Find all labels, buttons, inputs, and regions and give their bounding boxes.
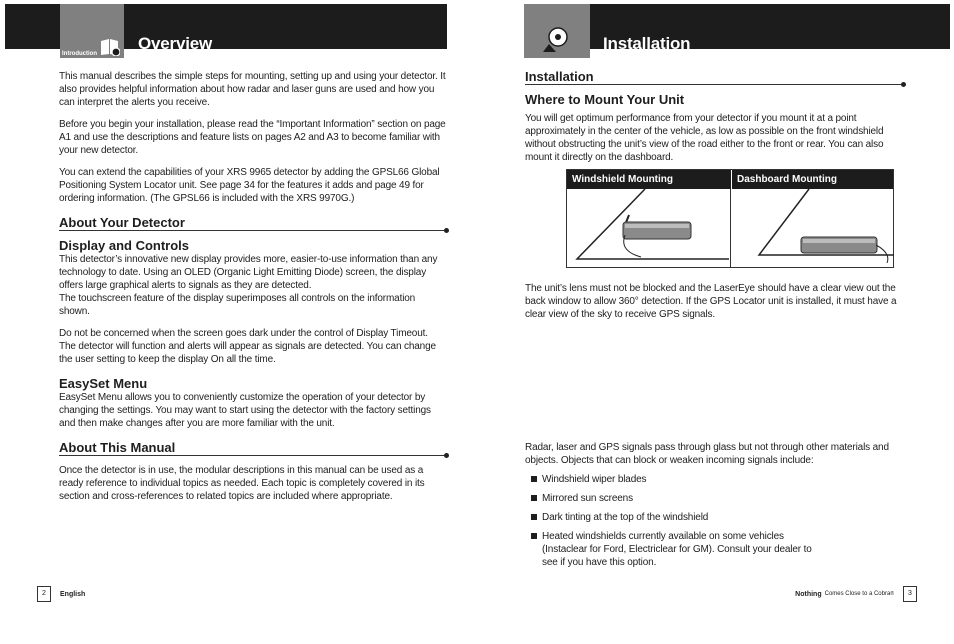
page-number: 3 [903,586,917,602]
section-heading-installation: Installation [525,70,904,85]
easyset-paragraph: EasySet Menu allows you to conveniently customize the operation of your detector by changing the settings. You may want to start using the detector with the factory settings and then make changes after you are more familiar with the unit. [59,392,431,429]
mount-suction-icon [540,24,572,56]
list-item: Windshield wiper blades [525,473,915,486]
mounting-table-header [567,170,893,189]
about-manual-paragraph: Once the detector is in use, the modular descriptions in this manual can be used as a ready reference to individual topics as needed. Each topic is completely covered in its section and cross-references to related topics are included where appropriate. [59,465,425,502]
book-icon [100,38,120,56]
section-heading-about-detector: About Your Detector [59,216,447,231]
mounting-table [566,169,894,268]
footer-slogan: Comes Close to a Cobra [824,591,891,597]
windshield-mount-illustration [567,189,731,267]
subheading-display-controls: Display and Controls [59,238,190,253]
display-paragraph: This detector’s innovative new display provides more, easier-to-use information than any technology to date. Using an OLED (Organic Light Emitting Diode) screen, the display offers large graphical alerts to signals as they are detected. [59,254,438,291]
lens-paragraph: The unit’s lens must not be blocked and the LaserEye should have a clear view out the back window to allow 360° detection. If the GPS Locator unit is installed, it must have a clear view of the sky to receive GPS signals. [525,283,897,320]
intro-paragraph: You can extend the capabilities of your XRS 9965 detector by adding the GPSL66 Global Positioning System Locator unit. See page 34 for the features it adds and page 49 for ordering information. (The GPSL66 is included with the XRS 9970G.) [59,167,440,204]
dashboard-mounting-label: Dashboard Mounting [737,174,837,185]
list-item: Mirrored sun screens [525,492,915,505]
where-paragraph: You will get optimum performance from your detector if you mount it at a point approximately in the center of the vehicle, as low as possible on the front windshield without obstructing the unit’s view of the road either to the front or rear. You can also mount it directly on the dashboard. [525,113,884,163]
introduction-tab [60,4,124,58]
dashboard-mount-illustration [731,189,894,267]
footer-slogan-bold: Nothing [795,590,822,598]
section-heading-about-manual: About This Manual [59,441,447,456]
left-footer [37,586,85,602]
page-title-installation: Installation [603,34,691,53]
trademark-symbol: ® [890,591,894,597]
display-timeout-paragraph: Do not be concerned when the screen goes dark under the control of Display Timeout. The detector will function and alerts will appear as signals are detected. You can change the user setting to keep the display On all the time. [59,328,436,365]
tab-label: Introduction [62,51,97,57]
subheading-easyset: EasySet Menu [59,376,148,391]
footer-language: English [60,590,86,598]
left-column [59,70,447,512]
windshield-mounting-label: Windshield Mounting [567,170,732,189]
intro-paragraph: Before you begin your installation, please read the “Important Information” section on page A1 and use the descriptions and feature lists on pages A2 and A3 to become familiar with your new detector. [59,119,446,156]
page-number: 2 [37,586,51,602]
signals-paragraph: Radar, laser and GPS signals pass through glass but not through other materials and objects. Objects that can block or weaken incoming signals include: [525,442,889,466]
list-item: Dark tinting at the top of the windshield [525,511,915,524]
list-item: Heated windshields currently available on some vehicles (Instaclear for Ford, Electriclear for GM). Consult your dealer to see if you have this option. [525,530,822,569]
intro-paragraph: This manual describes the simple steps for mounting, setting up and using your detector. It also provides helpful information about how radar and laser guns are used and how you can interpret the alerts you receive. [59,71,446,108]
right-footer [795,586,917,602]
lens-text-block [525,282,904,330]
page-title-overview: Overview [138,34,213,53]
touchscreen-paragraph: The touchscreen feature of the display superimposes all controls on the information shown. [59,293,416,317]
subheading-where-to-mount: Where to Mount Your Unit [525,92,685,107]
right-column [525,70,904,173]
installation-tab [524,4,590,58]
signals-text-block [525,441,915,575]
blocking-objects-list [525,473,915,569]
